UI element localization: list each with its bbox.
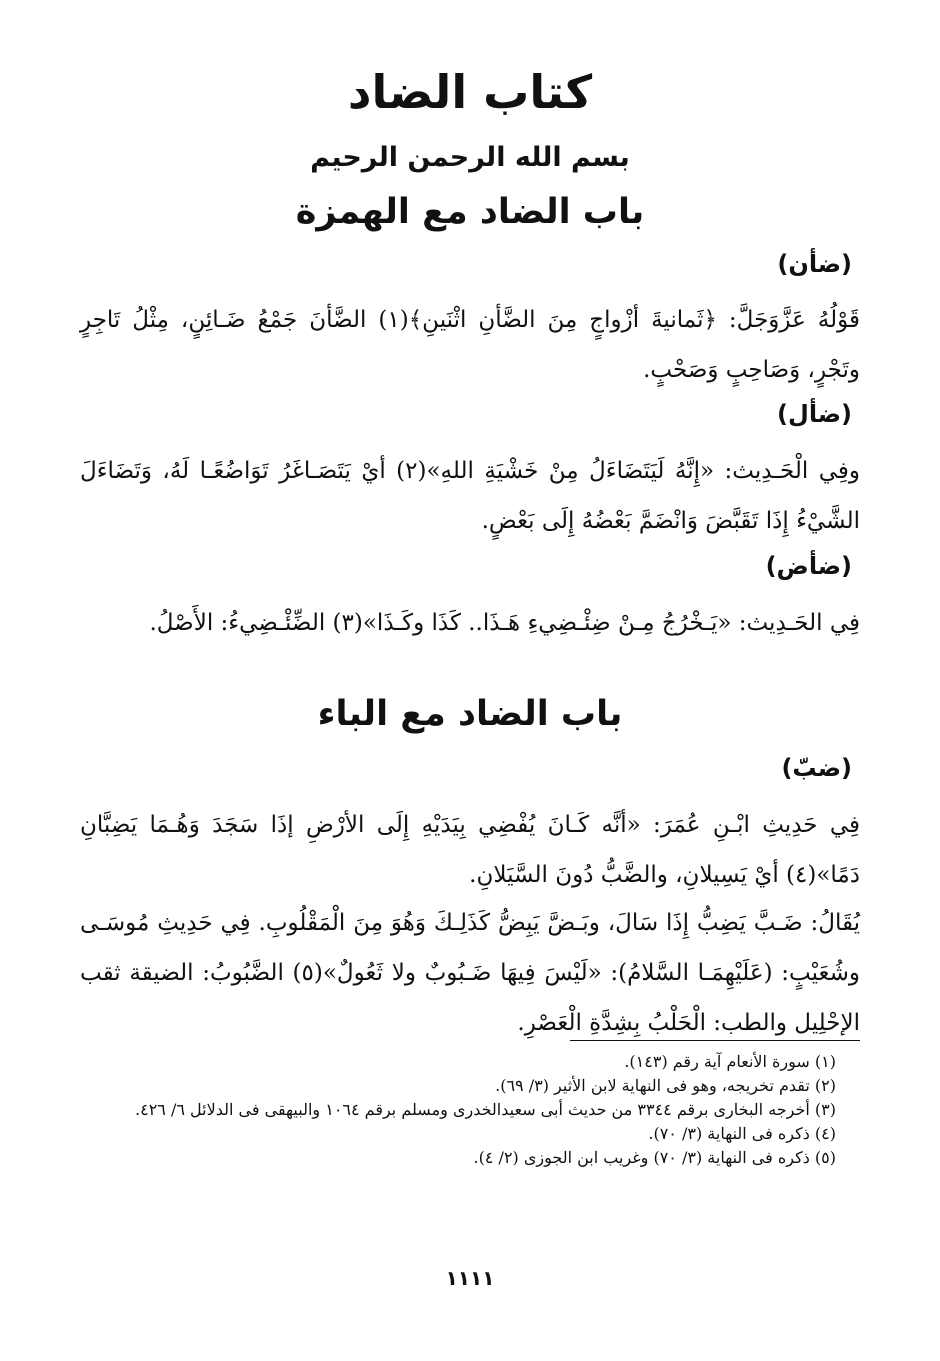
footnote-5: (٥) ذكره فى النهاية (٣/ ٧٠) وغريب ابن الجوزى (٢/ ٤). (473, 1148, 836, 1167)
entry-paragraph-daan: قَوْلُهُ عَزَّوَجَلَّ: ﴿ثَمانيةَ أزْواجٍ مِنَ الضَّأنِ اثْنَينِ﴾(١) الضَّأنَ جَمْعُ ضَـائِنٍ، مِثْلُ تَاجِرٍ وتَجْرٍ، وَصَاحِبٍ وَصَحْبٍ. (80, 307, 860, 383)
footnote-3: (٣) أخرجه البخارى برقم ٣٣٤٤ من حديث أبى سعيدالخدرى ومسلم برقم ١٠٦٤ والبيهقى فى الدلائل ٦/ ٤٢٦. (135, 1100, 836, 1119)
entry-paragraph-daal: وفِي الْحَـدِيث: «إِنَّهُ لَيَتَضَاءَلُ مِنْ خَشْيَةِ اللهِ»(٢) أيْ يَتَصَـاغَرُ تَوَاضُعًـا لَهُ، وَتَضَاءَلَ الشَّيْءُ إِذَا تَقَبَّضَ وَانْضَمَّ بَعْضُهُ إِلَى بَعْضٍ. (80, 458, 861, 534)
chapter-heading-baa: باب الضاد مع الباء (317, 694, 623, 734)
footnote-separator (570, 1040, 860, 1041)
root-heading-daad: (ضأض) (765, 552, 852, 580)
root-heading-dabb: (ضبّ) (781, 754, 852, 782)
footnote-2: (٢) تقدم تخريجه، وهو فى النهاية لابن الأثير (٣/ ٦٩). (495, 1076, 836, 1095)
footnote-1: (١) سورة الأنعام آية رقم (١٤٣). (624, 1052, 836, 1071)
entry-paragraph-dabb-continued: يُقَالُ: ضَـبَّ يَضِبُّ إِذَا سَالَ، وبَـضَّ يَبِضُّ كَذَلِـكَ وَهُوَ مِنَ الْمَقْلُوبِ. فِي حَدِيثِ مُوسَـى وشُعَيْبٍ: (عَلَيْهِمَـا السَّلامُ): «لَيْسَ فِيهَا ضَـبُوبٌ ولا ثَعُولٌ»(٥) الضَّبُوبُ: الضيقة ثقب الإحْلِيل والطب: الْحَلْبُ بِشِدَّةِ الْعَصْرِ. (80, 910, 860, 1036)
entry-paragraph-daad: فِي الحَـدِيث: «يَـخْرُجُ مِـنْ ضِئْـضِيءِ هَـذَا.. كَذَا وكَـذَا»(٣) الضِّئْـضِيءُ: الأَصْلُ. (149, 610, 860, 636)
entry-paragraph-dabb: فِي حَدِيثِ ابْـنِ عُمَرَ: «أنَّه كَـانَ يُفْضِي بِيَدَيْهِ إِلَى الأرْضِ إذَا سَجَدَ وَهُـمَا يَضِبَّانِ دَمًا»(٤) أيْ يَسِيلانِ، والضَّبُّ دُونَ السَّيَلانِ. (80, 812, 860, 888)
root-heading-daan: (ضأن) (777, 250, 852, 278)
footnote-4: (٤) ذكره فى النهاية (٣/ ٧٠). (648, 1124, 836, 1143)
page-number: ١١١١ (445, 1266, 495, 1290)
footnotes (80, 1050, 860, 1170)
basmala: بسم الله الرحمن الرحيم (310, 142, 630, 173)
chapter-heading-hamza: باب الضاد مع الهمزة (295, 192, 645, 232)
root-heading-daal: (ضأل) (777, 400, 852, 428)
book-title: كتاب الضاد (347, 65, 593, 119)
